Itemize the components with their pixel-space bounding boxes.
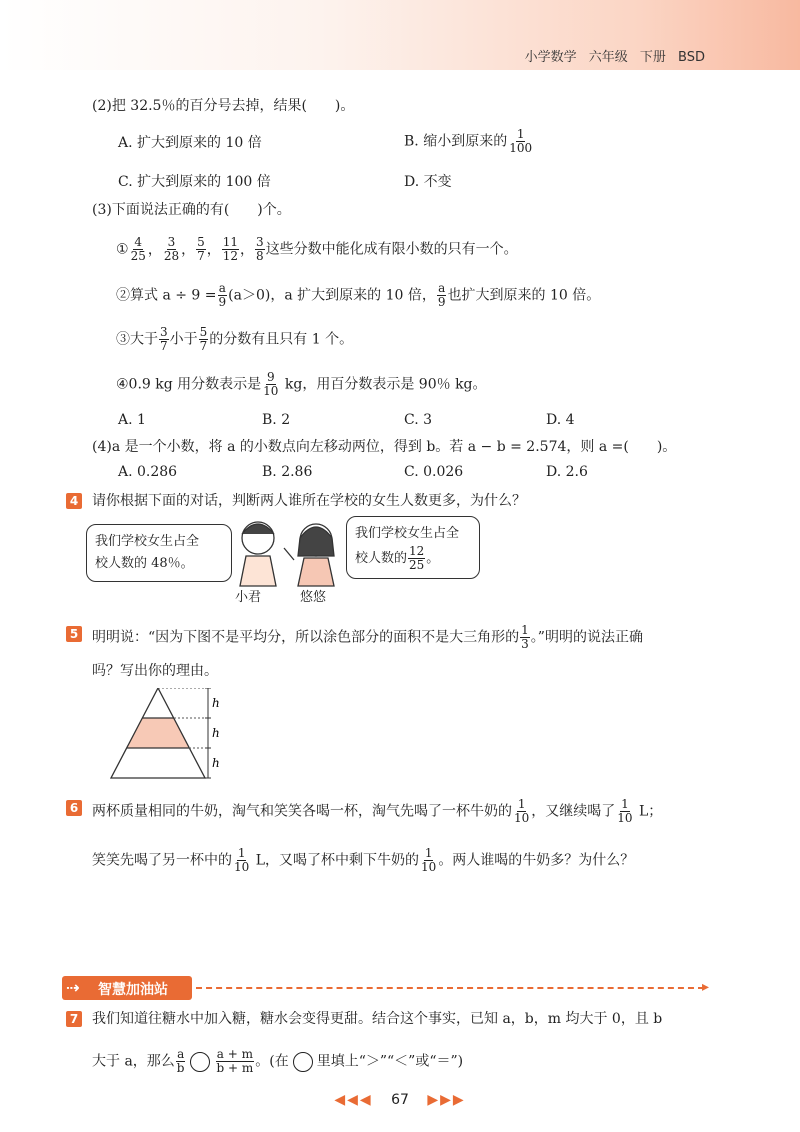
q4-option-b: B. 2.86 <box>262 464 313 480</box>
compare-circle-hint <box>293 1052 313 1072</box>
prev-arrows-icon: ◀◀◀ <box>334 1092 373 1108</box>
q2-stem: (2)把 32.5％的百分号去掉，结果( )。 <box>92 98 355 114</box>
section-banner-label: 智慧加油站 <box>98 982 168 998</box>
problem-4-number: 4 <box>66 493 82 509</box>
next-arrows-icon: ▶▶▶ <box>427 1092 466 1108</box>
compare-blank-circle[interactable] <box>190 1052 210 1072</box>
q2-option-a: A. 扩大到原来的 10 倍 <box>118 135 262 151</box>
fraction: $\frac{3}{28}$ <box>163 235 180 263</box>
problem-5-line-1: 明明说：“因为下图不是平均分，所以涂色部分的面积不是大三角形的 $\frac{1}{3}$ 。”明明的说法正确 <box>92 623 643 651</box>
q3-statement-3: ③大于 $\frac{3}{7}$ 小于 $\frac{5}{7}$ 的分数有且只有 1 个。 <box>116 325 354 353</box>
q4-option-d: D. 2.6 <box>546 464 588 480</box>
fraction: $\frac{11}{12}$ <box>222 235 239 263</box>
height-label-3: h <box>212 756 220 770</box>
name-xiaojun: 小君 <box>235 590 262 605</box>
q4-option-a: A. 0.286 <box>118 464 178 480</box>
divider-arrow-icon: ▸ <box>702 979 710 995</box>
q2-option-b: B. 缩小到原来的 $\frac{1}{100}$ <box>404 127 533 155</box>
fraction: $\frac{4}{25}$ <box>130 235 146 263</box>
height-label-2: h <box>212 726 220 740</box>
problem-4-text: 请你根据下面的对话，判断两人谁所在学校的女生人数更多，为什么？ <box>92 493 526 509</box>
problem-5-number: 5 <box>66 626 82 642</box>
speech-bubble-youyou: 我们学校女生占全 校人数的 $\frac{12}{25}$ 。 <box>346 516 480 579</box>
problem-7-number: 7 <box>66 1011 82 1027</box>
height-label-1: h <box>212 696 220 710</box>
q3-statement-4: ④0.9 kg 用分数表示是 $\frac{9}{10}$ kg，用百分数表示是 90％ kg。 <box>116 370 487 398</box>
problem-5-line-2: 吗？写出你的理由。 <box>92 663 218 679</box>
page-footer <box>0 1092 800 1108</box>
q3-statement-2: ②算式 a ÷ 9 = $\frac{a}{9}$ (a＞0)，a 扩大到原来的 10 倍， $\frac{a}{9}$ 也扩大到原来的 10 倍。 <box>116 281 601 309</box>
plus-arrow-icon: ⇢ <box>66 978 80 997</box>
name-youyou: 悠悠 <box>300 590 327 605</box>
fraction: $\frac{3}{8}$ <box>256 235 264 263</box>
q3-option-d: D. 4 <box>546 412 575 428</box>
q3-statement-1: ① $\frac{4}{25}$ ， $\frac{3}{28}$ ， $\frac{5}{7}$ ， $\frac{11}{12}$ ， $\frac{3}{8}$ 这些分数中能化成有限小数的只有一个。 <box>116 235 518 263</box>
q3-option-c: C. 3 <box>404 412 433 428</box>
header-title: 小学数学 六年级 下册 BSD <box>524 50 705 65</box>
problem-6-line-1: 两杯质量相同的牛奶，淘气和笑笑各喝一杯，淘气先喝了一杯牛奶的 $\frac{1}{10}$ ，又继续喝了 $\frac{1}{10}$ L； <box>92 797 663 825</box>
q3-option-b: B. 2 <box>262 412 291 428</box>
q3-option-a: A. 1 <box>118 412 146 428</box>
q2-option-d: D. 不变 <box>404 174 452 190</box>
q4-stem: (4)a 是一个小数，将 a 的小数点向左移动两位，得到 b。若 a − b = 2.574，则 a =( )。 <box>92 439 677 455</box>
girls-illustration <box>224 512 348 588</box>
problem-6-number: 6 <box>66 800 82 816</box>
speech-bubble-xiaojun: 我们学校女生占全 校人数的 48％。 <box>86 524 232 582</box>
section-divider <box>196 987 704 989</box>
problem-7-line-2: 大于 a，那么 $\frac{a}{b}$ $\frac{a + m}{b + m}$ 。(在 里填上“＞”“＜”或“＝”) <box>92 1047 464 1075</box>
triangle-figure <box>96 688 230 782</box>
page-number: 67 <box>391 1092 409 1108</box>
q4-option-c: C. 0.026 <box>404 464 464 480</box>
problem-7-line-1: 我们知道往糖水中加入糖，糖水会变得更甜。结合这个事实，已知 a，b，m 均大于 0，且 b <box>92 1011 663 1027</box>
fraction: $\frac{5}{7}$ <box>197 235 205 263</box>
q3-stem: (3)下面说法正确的有( )个。 <box>92 202 291 218</box>
problem-6-line-2: 笑笑先喝了另一杯中的 $\frac{1}{10}$ L，又喝了杯中剩下牛奶的 $\frac{1}{10}$ 。两人谁喝的牛奶多？为什么？ <box>92 846 635 874</box>
q2-option-c: C. 扩大到原来的 100 倍 <box>118 174 271 190</box>
